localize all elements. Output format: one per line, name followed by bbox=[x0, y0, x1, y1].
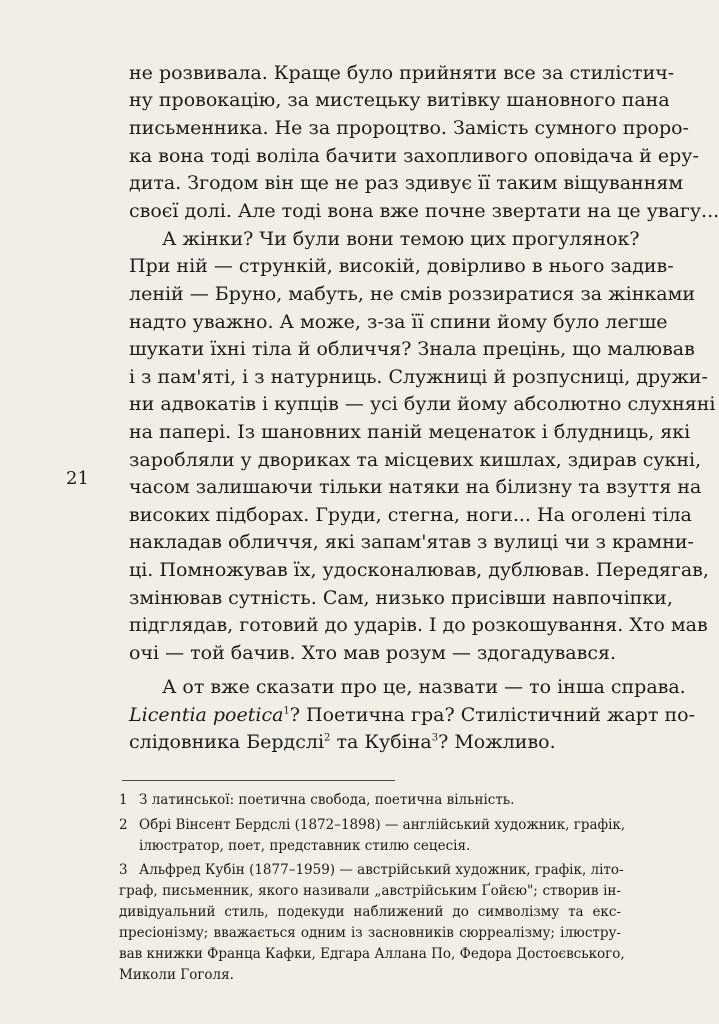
latin-phrase: Licentia poetica bbox=[129, 704, 284, 726]
text-line: А жінки? Чи були вони темою цих прогулянок? bbox=[162, 228, 640, 250]
footnote-3-cont: граф, письменник, якого називали „австрійським Ґойєю"; створив ін- bbox=[119, 883, 621, 899]
text-line: підглядав, готовий до ударів. І до розкошування. Хто мав bbox=[129, 614, 708, 636]
text-line: своєї долі. Але тоді вона вже почне звертати на це увагу... bbox=[129, 200, 719, 222]
footnote-divider bbox=[122, 780, 395, 781]
text-line: заробляли у двориках та місцевих кишлах, здирав сукні, bbox=[129, 449, 702, 471]
footnote-3-cont: дивідуальний стиль, подекуди наближений до символізму та екс- bbox=[119, 904, 621, 920]
footnote-3-cont: пресіонізму; вважається одним із засновників сюрреалізму; ілюстру- bbox=[119, 925, 621, 941]
text-line: письменника. Не за пророцтво. Замість сумного проро- bbox=[129, 117, 689, 139]
footnote-ref[interactable]: 3 bbox=[431, 732, 439, 744]
text-line: змінював сутність. Сам, низько присівши навпочіпки, bbox=[129, 587, 673, 609]
text-line: А от вже сказати про це, назвати — то інша справа. bbox=[162, 676, 686, 698]
text-line: накладав обличчя, які запам'ятав з вулиці чи з крамни- bbox=[129, 531, 694, 553]
footnote-ref[interactable]: 2 bbox=[324, 732, 331, 744]
text-line: часом залишаючи тільки натяки на білизну та взуття на bbox=[129, 476, 702, 498]
text-line: дита. Згодом він ще не раз здивує її таким віщуванням bbox=[129, 172, 684, 194]
footnote-2-cont: ілюстратор, поет, представник стилю сецесія. bbox=[139, 838, 471, 854]
footnote-1: 1 З латинської: поетична свобода, поетична вільність. bbox=[119, 790, 621, 811]
text-line: і з пам'яті, і з натурниць. Служниці й розпусниці, дружи- bbox=[129, 366, 708, 388]
text-line: При ній — стрункій, високій, довірливо в нього задив- bbox=[129, 255, 674, 277]
text-line: ка вона тоді воліла бачити захопливого оповідача й еру- bbox=[129, 145, 699, 167]
text-line: шукати їхні тіла й обличчя? Знала прецінь, що малював bbox=[129, 338, 695, 360]
text-line: слідовника Бердслі$^2$ та Кубіна$^3$? Можливо. bbox=[129, 731, 556, 753]
text-line: високих підборах. Груди, стегна, ноги... На оголені тіла bbox=[129, 504, 692, 526]
footnote-ref[interactable]: 1 bbox=[283, 705, 290, 717]
footnote-number: 1 bbox=[119, 792, 128, 808]
text-line: леній — Бруно, мабуть, не смів роззиратися за жінками bbox=[129, 283, 696, 305]
footnote-number: 3 bbox=[119, 862, 128, 878]
text-line: на папері. Із шановних паній меценаток і блудниць, які bbox=[129, 421, 691, 443]
text-line: Licentia poetica$^1$? Поетична гра? Стилістичний жарт по- bbox=[129, 704, 696, 726]
footnote-3-cont: вав книжки Франца Кафки, Едгара Аллана По, Федора Достоєвського, bbox=[119, 946, 625, 962]
text-line: ці. Помножував їх, удосконалював, дублював. Передягав, bbox=[129, 559, 709, 581]
text-line: надто уважно. А може, з-за її спини йому було легше bbox=[129, 311, 668, 333]
text-line: ну провокацію, за мистецьку витівку шановного пана bbox=[129, 89, 670, 111]
footnote-3-cont: Миколи Гоголя. bbox=[119, 967, 234, 983]
footnote-2: 2 Обрі Вінсент Бердслі (1872–1898) — англійський художник, графік, bbox=[119, 815, 621, 836]
text-line: очі — той бачив. Хто мав розум — здогадувався. bbox=[129, 642, 616, 664]
text-line: ни адвокатів і купців — усі були йому абсолютно слухняні bbox=[129, 393, 716, 415]
text-line: не розвивала. Краще було прийняти все за стилістич- bbox=[129, 62, 675, 84]
footnote-3: 3 Альфред Кубін (1877–1959) — австрійський художник, графік, літо- bbox=[119, 860, 621, 881]
page-number: 21 bbox=[66, 468, 89, 489]
footnote-number: 2 bbox=[119, 817, 128, 833]
